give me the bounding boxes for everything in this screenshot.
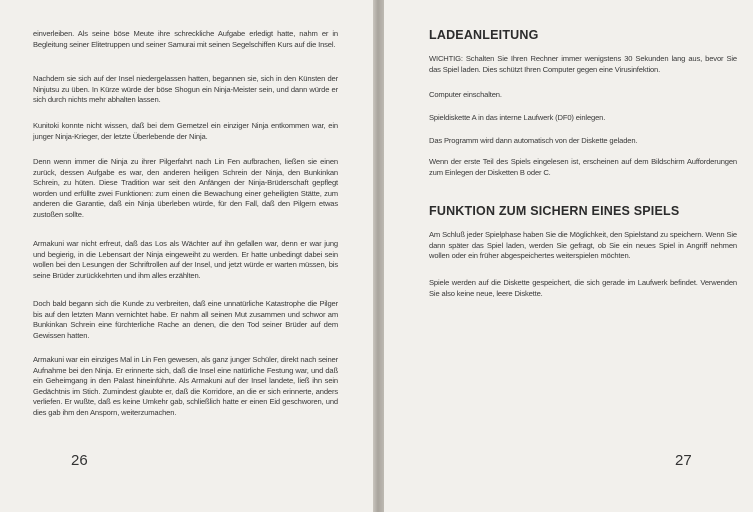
left-paragraph-6: Doch bald begann sich die Kunde zu verbreiten, daß eine unnatürliche Katastrophe die Pilger bis auf den letzten Mann vernichtet habe. Er nahm all seinen Mut zusammen und schwor am Bunkinkan Schrein eine fürchterliche Rache an denen, die den Tod seiner Brüder auf dem Gewissen hatten. (33, 299, 338, 340)
book-gutter (373, 0, 384, 512)
left-paragraph-1: einverleiben. Als seine böse Meute ihre schreckliche Aufgabe erledigt hatte, nahm er in Begleitung seiner Elitetruppen und seiner Samurai mit seinen Segelschiffen Kurs auf die Insel. (33, 29, 338, 49)
page-number-left: 26 (71, 452, 88, 469)
left-paragraph-3: Kunitoki konnte nicht wissen, daß bei dem Gemetzel ein einziger Ninja entkommen war, ein junger Ninja-Krieger, der letzte Überlebende der Ninja. (33, 121, 338, 141)
right-paragraph-autoload: Das Programm wird dann automatisch von der Diskette geladen. (429, 136, 638, 145)
right-paragraph-disk-prompts: Wenn der erste Teil des Spiels eingelesen ist, erscheinen auf dem Bildschirm Aufforderungen zum Einlegen der Disketten B oder C. (429, 157, 737, 177)
left-paragraph-2: Nachdem sie sich auf der Insel niedergelassen hatten, begannen sie, sich in den Künsten der Ninjutsu zu üben. In Kürze würde der böse Shogun ein Ninja-Meister sein, und dann würde er sich durch nichts mehr abhalten lassen. (33, 74, 338, 105)
page-number-right: 27 (675, 452, 692, 469)
left-page (0, 0, 373, 512)
section-heading-ladeanleitung: LADEANLEITUNG (429, 28, 539, 42)
section-heading-save-function: FUNKTION ZUM SICHERN EINES SPIELS (429, 204, 680, 218)
right-paragraph-power-on: Computer einschalten. (429, 90, 502, 99)
right-paragraph-save-disk: Spiele werden auf die Diskette gespeichert, die sich gerade im Laufwerk befindet. Verwenden Sie also keine neue, leere Diskette. (429, 278, 737, 298)
right-paragraph-insert-disk: Spieldiskette A in das interne Laufwerk (DF0) einlegen. (429, 113, 606, 122)
right-page (384, 0, 753, 512)
left-paragraph-4: Denn wenn immer die Ninja zu ihrer Pilgerfahrt nach Lin Fen aufbrachen, ließen sie einen zurück, dessen Aufgabe es war, den anderen heiligen Schrein der Ninja, den Bunkinkan Schrein, zu hüten. Diese Tradition war seit den Anfängen der Ninja-Brüderschaft gepflegt worden und erfüllte zwei Funktionen: zum einen die Bewachung einer geheiligten Stätte, zum anderen die Garantie, daß ein Ninja überleben würde, für den Fall, daß den Pilgern etwas zustoßen sollte. (33, 157, 338, 219)
left-paragraph-7: Armakuni war ein einziges Mal in Lin Fen gewesen, als ganz junger Schüler, direkt nach seiner Aufnahme bei den Ninja. Er erinnerte sich, daß die Insel eine natürliche Festung war, und daß ein Geheimgang in den Palast hineinführte. Als Armakuni auf der Insel landete, ließ ihn sein Gedächtnis im Stich. Zumindest glaubte er, daß die Korridore, an die er sich erinnerte, anders verliefen. Er wußte, daß es keine Umkehr gab, schließlich hatte er einen Eid geschworen, und dies gab ihm den Ansporn, weiterzumachen. (33, 355, 338, 417)
left-paragraph-5: Armakuni war nicht erfreut, daß das Los als Wächter auf ihn gefallen war, denn er war jung und begierig, in die Lebensart der Ninja eingeweiht zu werden. Er hatte unbedingt dabei sein wollen bei den Lesungen der Schriftrollen auf der Insel, und jetzt würde er warten müssen, bis seine Brüder zurückkehrten und ihm alles erzählten. (33, 239, 338, 280)
right-paragraph-important: WICHTIG: Schalten Sie Ihren Rechner immer wenigstens 30 Sekunden lang aus, bevor Sie das Spiel laden. Dies schützt Ihren Computer gegen eine Virusinfektion. (429, 54, 737, 74)
right-paragraph-save-info: Am Schluß jeder Spielphase haben Sie die Möglichkeit, den Spielstand zu speichern. Wenn Sie dann später das Spiel laden, werden Sie gefragt, ob Sie ein neues Spiel in Angriff nehmen wollen oder ein früher abgespeichertes weiterspielen möchten. (429, 230, 737, 261)
